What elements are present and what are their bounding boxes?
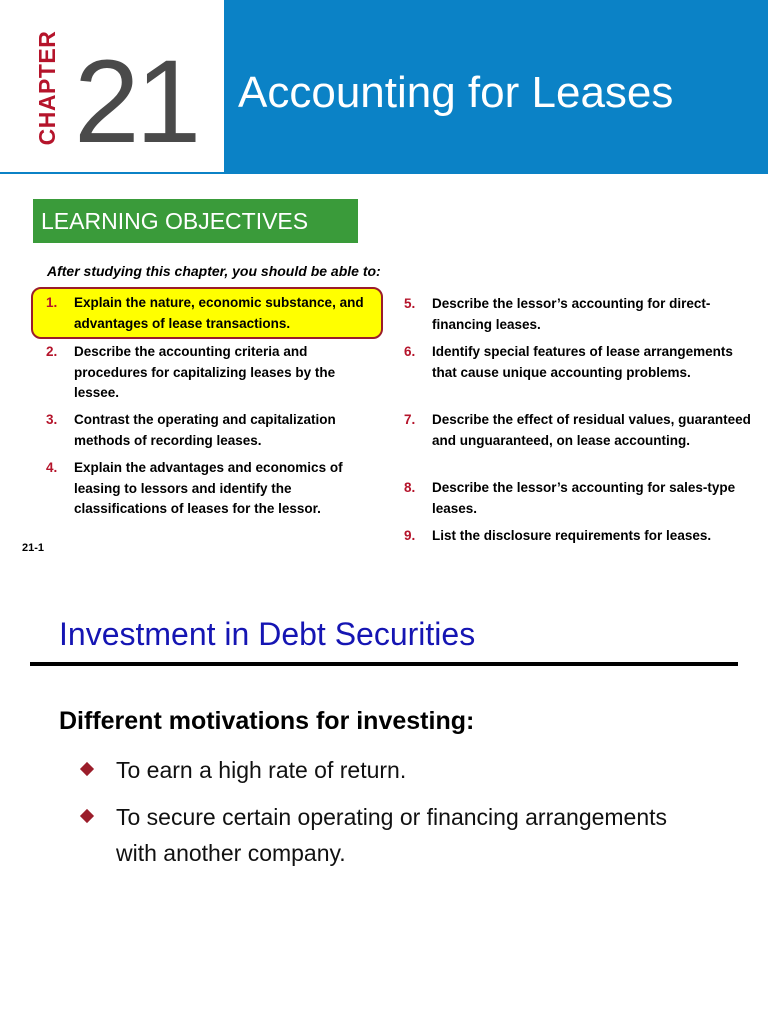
objective-text: Describe the accounting criteria and procedures for capitalizing leases by the lessee. bbox=[74, 344, 336, 400]
objective-number: 5. bbox=[404, 296, 416, 311]
diamond-bullet-icon bbox=[80, 762, 94, 776]
objective-item-8 bbox=[404, 478, 758, 520]
slide-title-divider bbox=[30, 662, 738, 666]
objective-item-9 bbox=[404, 526, 758, 548]
chapter-label: CHAPTER bbox=[34, 30, 60, 146]
objective-text: Describe the effect of residual values, guaranteed and unguaranteed, on lease accounting. bbox=[432, 412, 751, 448]
objective-number: 8. bbox=[404, 480, 416, 495]
objective-text: Contrast the operating and capitalization methods of recording leases. bbox=[74, 412, 336, 448]
objectives-intro: After studying this chapter, you should be able to: bbox=[47, 263, 381, 279]
slide-subheading: Different motivations for investing: bbox=[59, 707, 475, 735]
objective-number: 3. bbox=[46, 412, 58, 427]
objective-number: 2. bbox=[46, 344, 58, 359]
chapter-title: Accounting for Leases bbox=[238, 68, 674, 117]
objective-number: 6. bbox=[404, 344, 416, 359]
slide-bullet-2: To secure certain operating or financing arrangements with another company. bbox=[116, 804, 668, 866]
objective-text: List the disclosure requirements for leases. bbox=[432, 528, 712, 543]
objective-number: 9. bbox=[404, 528, 416, 543]
objective-number: 4. bbox=[46, 460, 58, 475]
objective-item-1 bbox=[46, 293, 376, 335]
objective-item-4 bbox=[46, 458, 376, 520]
chapter-number: 21 bbox=[74, 36, 198, 168]
objective-text: Explain the advantages and economics of leasing to lessors and identify the classifications of leases for the lessor. bbox=[74, 460, 343, 516]
header-divider bbox=[0, 172, 768, 174]
objective-item-2 bbox=[46, 342, 376, 404]
objective-text: Identify special features of lease arrangements that cause unique accounting problems. bbox=[432, 344, 733, 380]
objective-number: 1. bbox=[46, 295, 58, 310]
objective-number: 7. bbox=[404, 412, 416, 427]
objective-text: Describe the lessor’s accounting for direct-financing leases. bbox=[432, 296, 711, 332]
page-number: 21-1 bbox=[22, 542, 45, 554]
objective-item-5 bbox=[404, 294, 758, 336]
objective-item-7 bbox=[404, 410, 758, 472]
objective-item-3 bbox=[46, 410, 376, 452]
diamond-bullet-icon bbox=[80, 809, 94, 823]
objective-text: Explain the nature, economic substance, and advantages of lease transactions. bbox=[74, 295, 364, 331]
slide-title: Investment in Debt Securities bbox=[59, 616, 476, 652]
slide-bullet-1: To earn a high rate of return. bbox=[116, 757, 407, 783]
learning-objectives-heading: LEARNING OBJECTIVES bbox=[33, 199, 358, 243]
objective-item-6 bbox=[404, 342, 758, 404]
objective-text: Describe the lessor’s accounting for sales-type leases. bbox=[432, 480, 736, 516]
